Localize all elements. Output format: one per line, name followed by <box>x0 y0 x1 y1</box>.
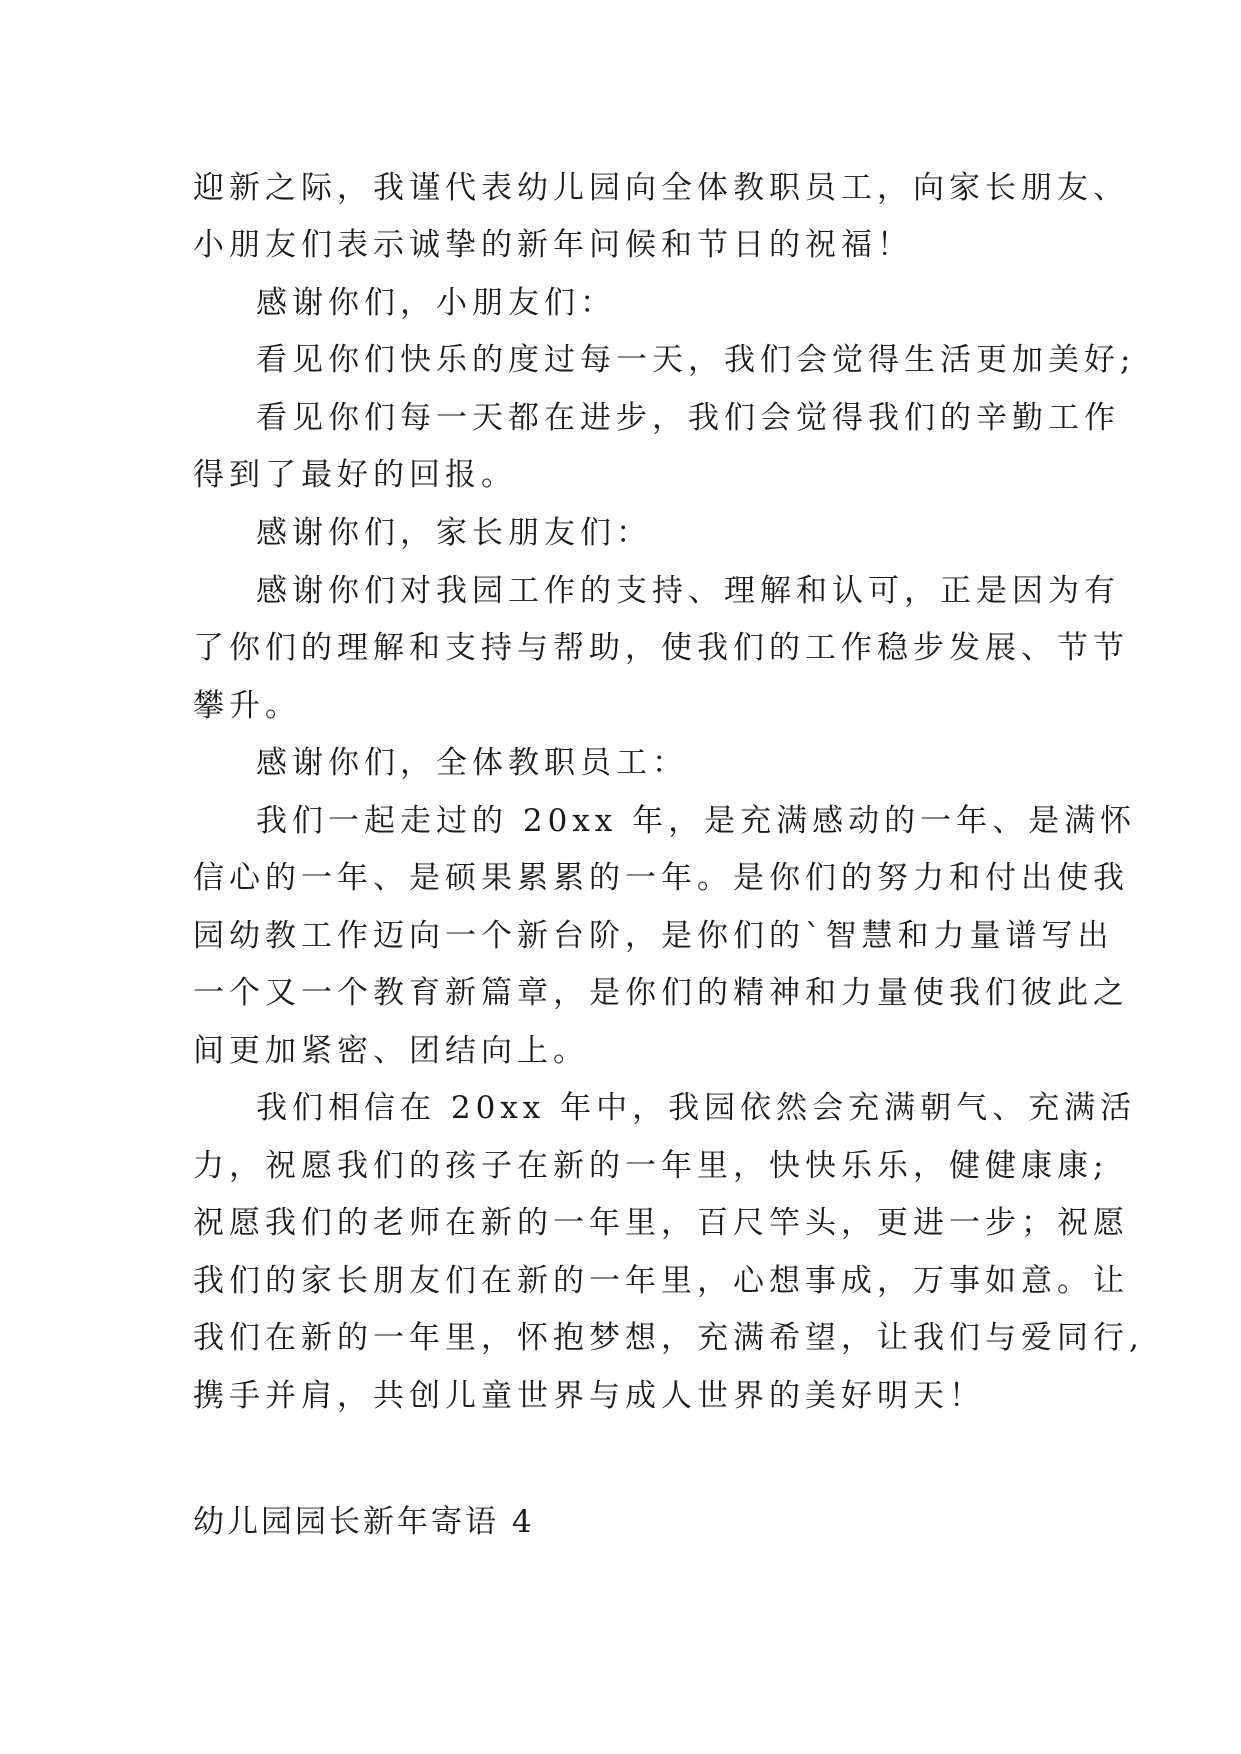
paragraph-heading: 感谢你们，家长朋友们： <box>256 515 652 551</box>
text-line: 迎新之际，我谨代表幼儿园向全体教职员工，向家长朋友、 <box>193 170 1129 206</box>
text-line: 感谢你们对我园工作的支持、理解和认可，正是因为有 <box>256 573 1120 609</box>
text-line: 看见你们快乐的度过每一天，我们会觉得生活更加美好; <box>256 342 1136 378</box>
paragraph-heading: 感谢你们，全体教职员工： <box>256 745 688 781</box>
text-line: 我们一起走过的 20xx 年，是充满感动的一年、是满怀 <box>256 803 1137 839</box>
text-line: 间更加紧密、团结向上。 <box>193 1033 589 1069</box>
text-line: 看见你们每一天都在进步，我们会觉得我们的辛勤工作 <box>256 400 1120 436</box>
text-line: 得到了最好的回报。 <box>193 457 517 493</box>
text-line: 一个又一个教育新篇章，是你们的精神和力量使我们彼此之 <box>193 975 1129 1011</box>
text-line: 力，祝愿我们的孩子在新的一年里，快快乐乐，健健康康; <box>193 1148 1109 1184</box>
text-line: 信心的一年、是硕果累累的一年。是你们的努力和付出使我 <box>193 860 1129 896</box>
text-line: 小朋友们表示诚挚的新年问候和节日的祝福！ <box>193 227 913 263</box>
text-line: 祝愿我们的老师在新的一年里，百尺竿头，更进一步；祝愿 <box>193 1205 1129 1241</box>
text-line: 我们在新的一年里，怀抱梦想，充满希望，让我们与爱同行, <box>193 1320 1144 1356</box>
text-line: 我们相信在 20xx 年中，我园依然会充满朝气、充满活 <box>256 1090 1137 1126</box>
text-line: 攀升。 <box>193 688 301 724</box>
text-line: 了你们的理解和支持与帮助，使我们的工作稳步发展、节节 <box>193 630 1129 666</box>
text-line: 携手并肩，共创儿童世界与成人世界的美好明天！ <box>193 1378 985 1414</box>
text-line: 我们的家长朋友们在新的一年里，心想事成，万事如意。让 <box>193 1263 1129 1299</box>
text-line: 园幼教工作迈向一个新台阶，是你们的`智慧和力量谱写出 <box>193 918 1114 954</box>
paragraph-heading: 感谢你们，小朋友们： <box>256 285 616 321</box>
section-title: 幼儿园园长新年寄语 4 <box>193 1504 535 1540</box>
